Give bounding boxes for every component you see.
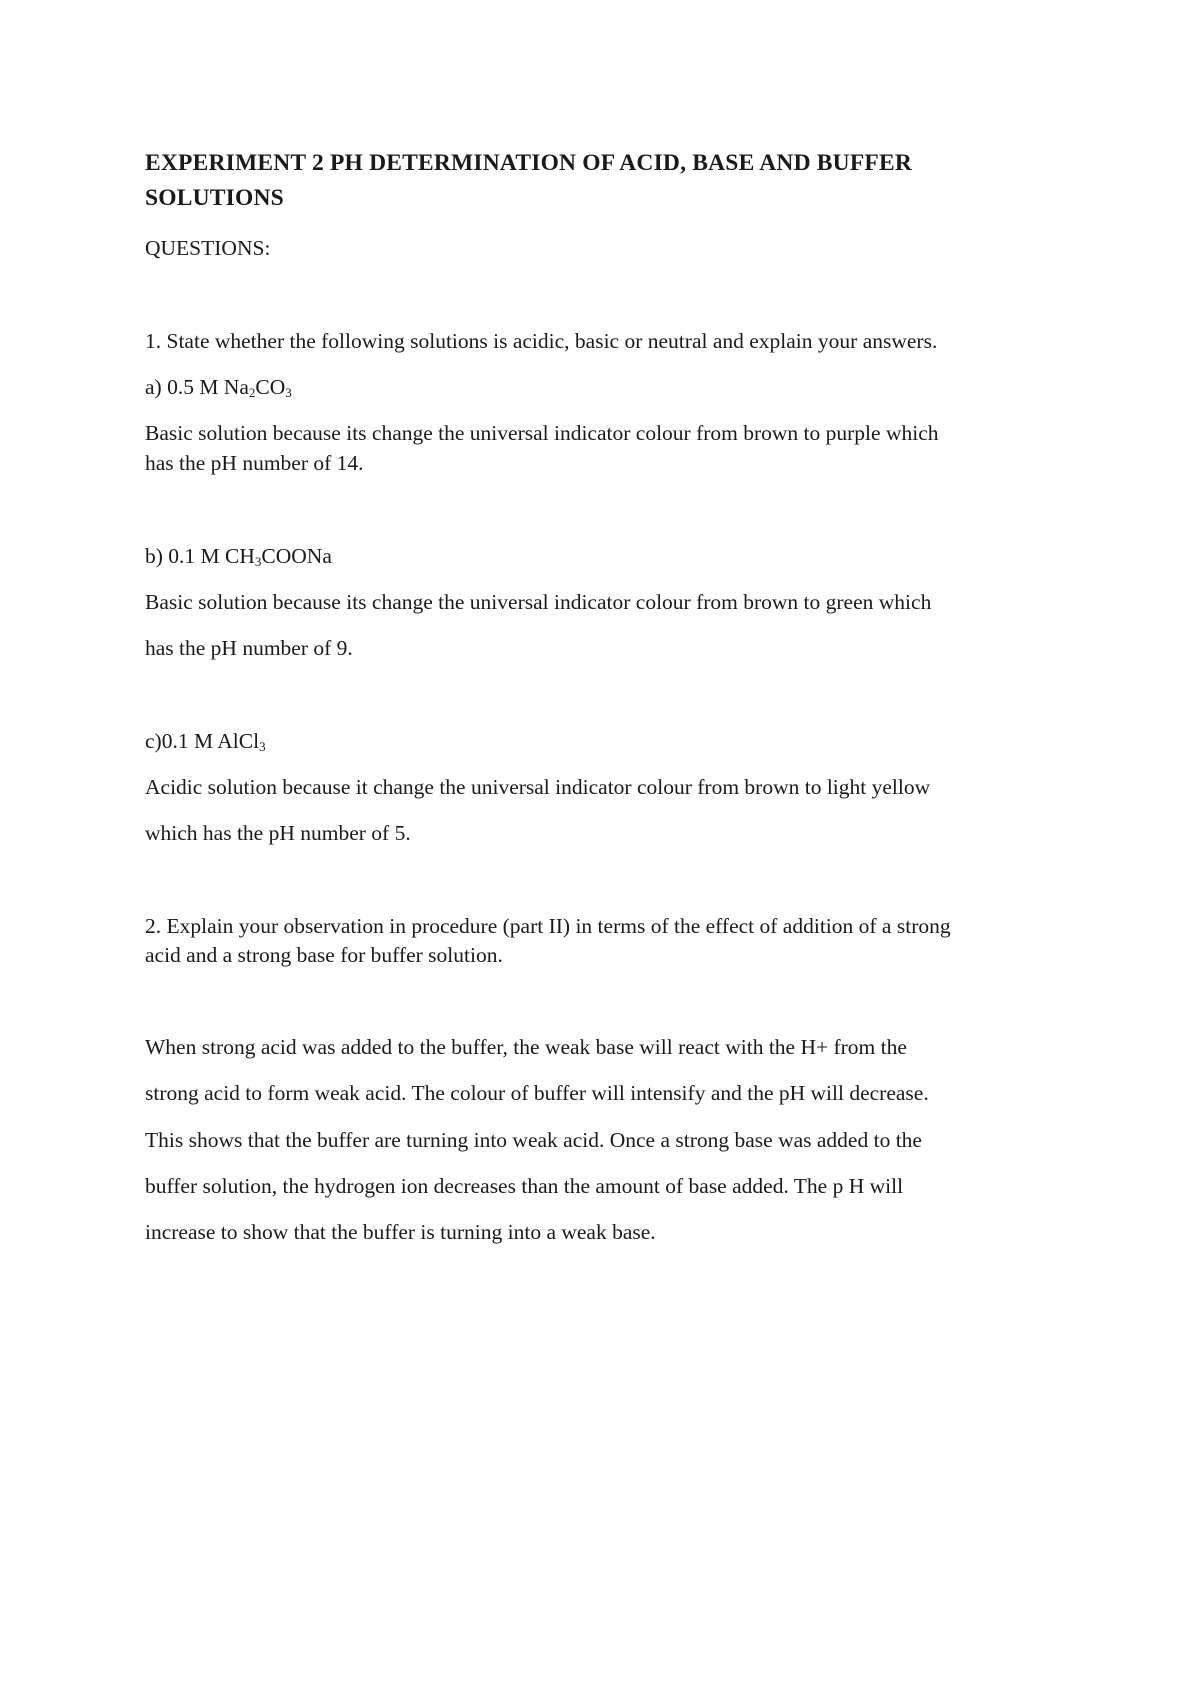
q1a-label-prefix: a) 0.5 M Na — [145, 375, 249, 399]
questions-heading: QUESTIONS: — [145, 236, 271, 260]
q1a-label-mid: CO — [255, 375, 286, 399]
question-1b-answer-line-2: has the pH number of 9. — [145, 636, 353, 660]
question-1a-answer-line-2: has the pH number of 14. — [145, 451, 364, 475]
question-1b-answer-line-1: Basic solution because its change the universal indicator colour from brown to green which — [145, 590, 932, 614]
question-1c-answer-line-1: Acidic solution because it change the universal indicator colour from brown to light yellow — [145, 775, 931, 799]
question-2-prompt-line-2: acid and a strong base for buffer solution. — [145, 943, 503, 967]
question-2-answer-line: strong acid to form weak acid. The colour of buffer will intensify and the pH will decrease. — [145, 1081, 929, 1105]
question-1c-label — [145, 728, 266, 754]
q1a-label-sub2: 3 — [285, 385, 292, 400]
question-1c-answer-line-2: which has the pH number of 5. — [145, 821, 411, 845]
question-2-answer-line: buffer solution, the hydrogen ion decreases than the amount of base added. The p H will — [145, 1174, 904, 1198]
q1c-label-sub1: 3 — [259, 739, 266, 754]
q1b-label-sub1: 3 — [254, 554, 262, 569]
question-1a-label — [145, 374, 292, 400]
question-2-prompt-line-1: 2. Explain your observation in procedure (part II) in terms of the effect of addition of a strong — [145, 914, 951, 938]
title-line-2: SOLUTIONS — [145, 185, 284, 211]
question-1a-answer-line-1: Basic solution because its change the universal indicator colour from brown to purple which — [145, 421, 939, 445]
question-2-answer-line: This shows that the buffer are turning into weak acid. Once a strong base was added to the — [145, 1128, 922, 1152]
q1b-label-prefix: b) 0.1 M CH — [145, 544, 255, 568]
question-1-prompt: 1. State whether the following solutions is acidic, basic or neutral and explain your answers. — [145, 329, 938, 353]
q1b-label-suffix: COONa — [261, 544, 332, 568]
question-2-answer-line: When strong acid was added to the buffer, the weak base will react with the H+ from the — [145, 1035, 907, 1059]
q1c-label-prefix: c)0.1 M AlCl — [145, 729, 260, 753]
q1a-label-sub1: 2 — [248, 385, 256, 400]
question-1b-label — [145, 543, 332, 569]
question-2-answer-line: increase to show that the buffer is turning into a weak base. — [145, 1220, 656, 1244]
title-line-1: EXPERIMENT 2 PH DETERMINATION OF ACID, BASE AND BUFFER — [145, 150, 913, 176]
